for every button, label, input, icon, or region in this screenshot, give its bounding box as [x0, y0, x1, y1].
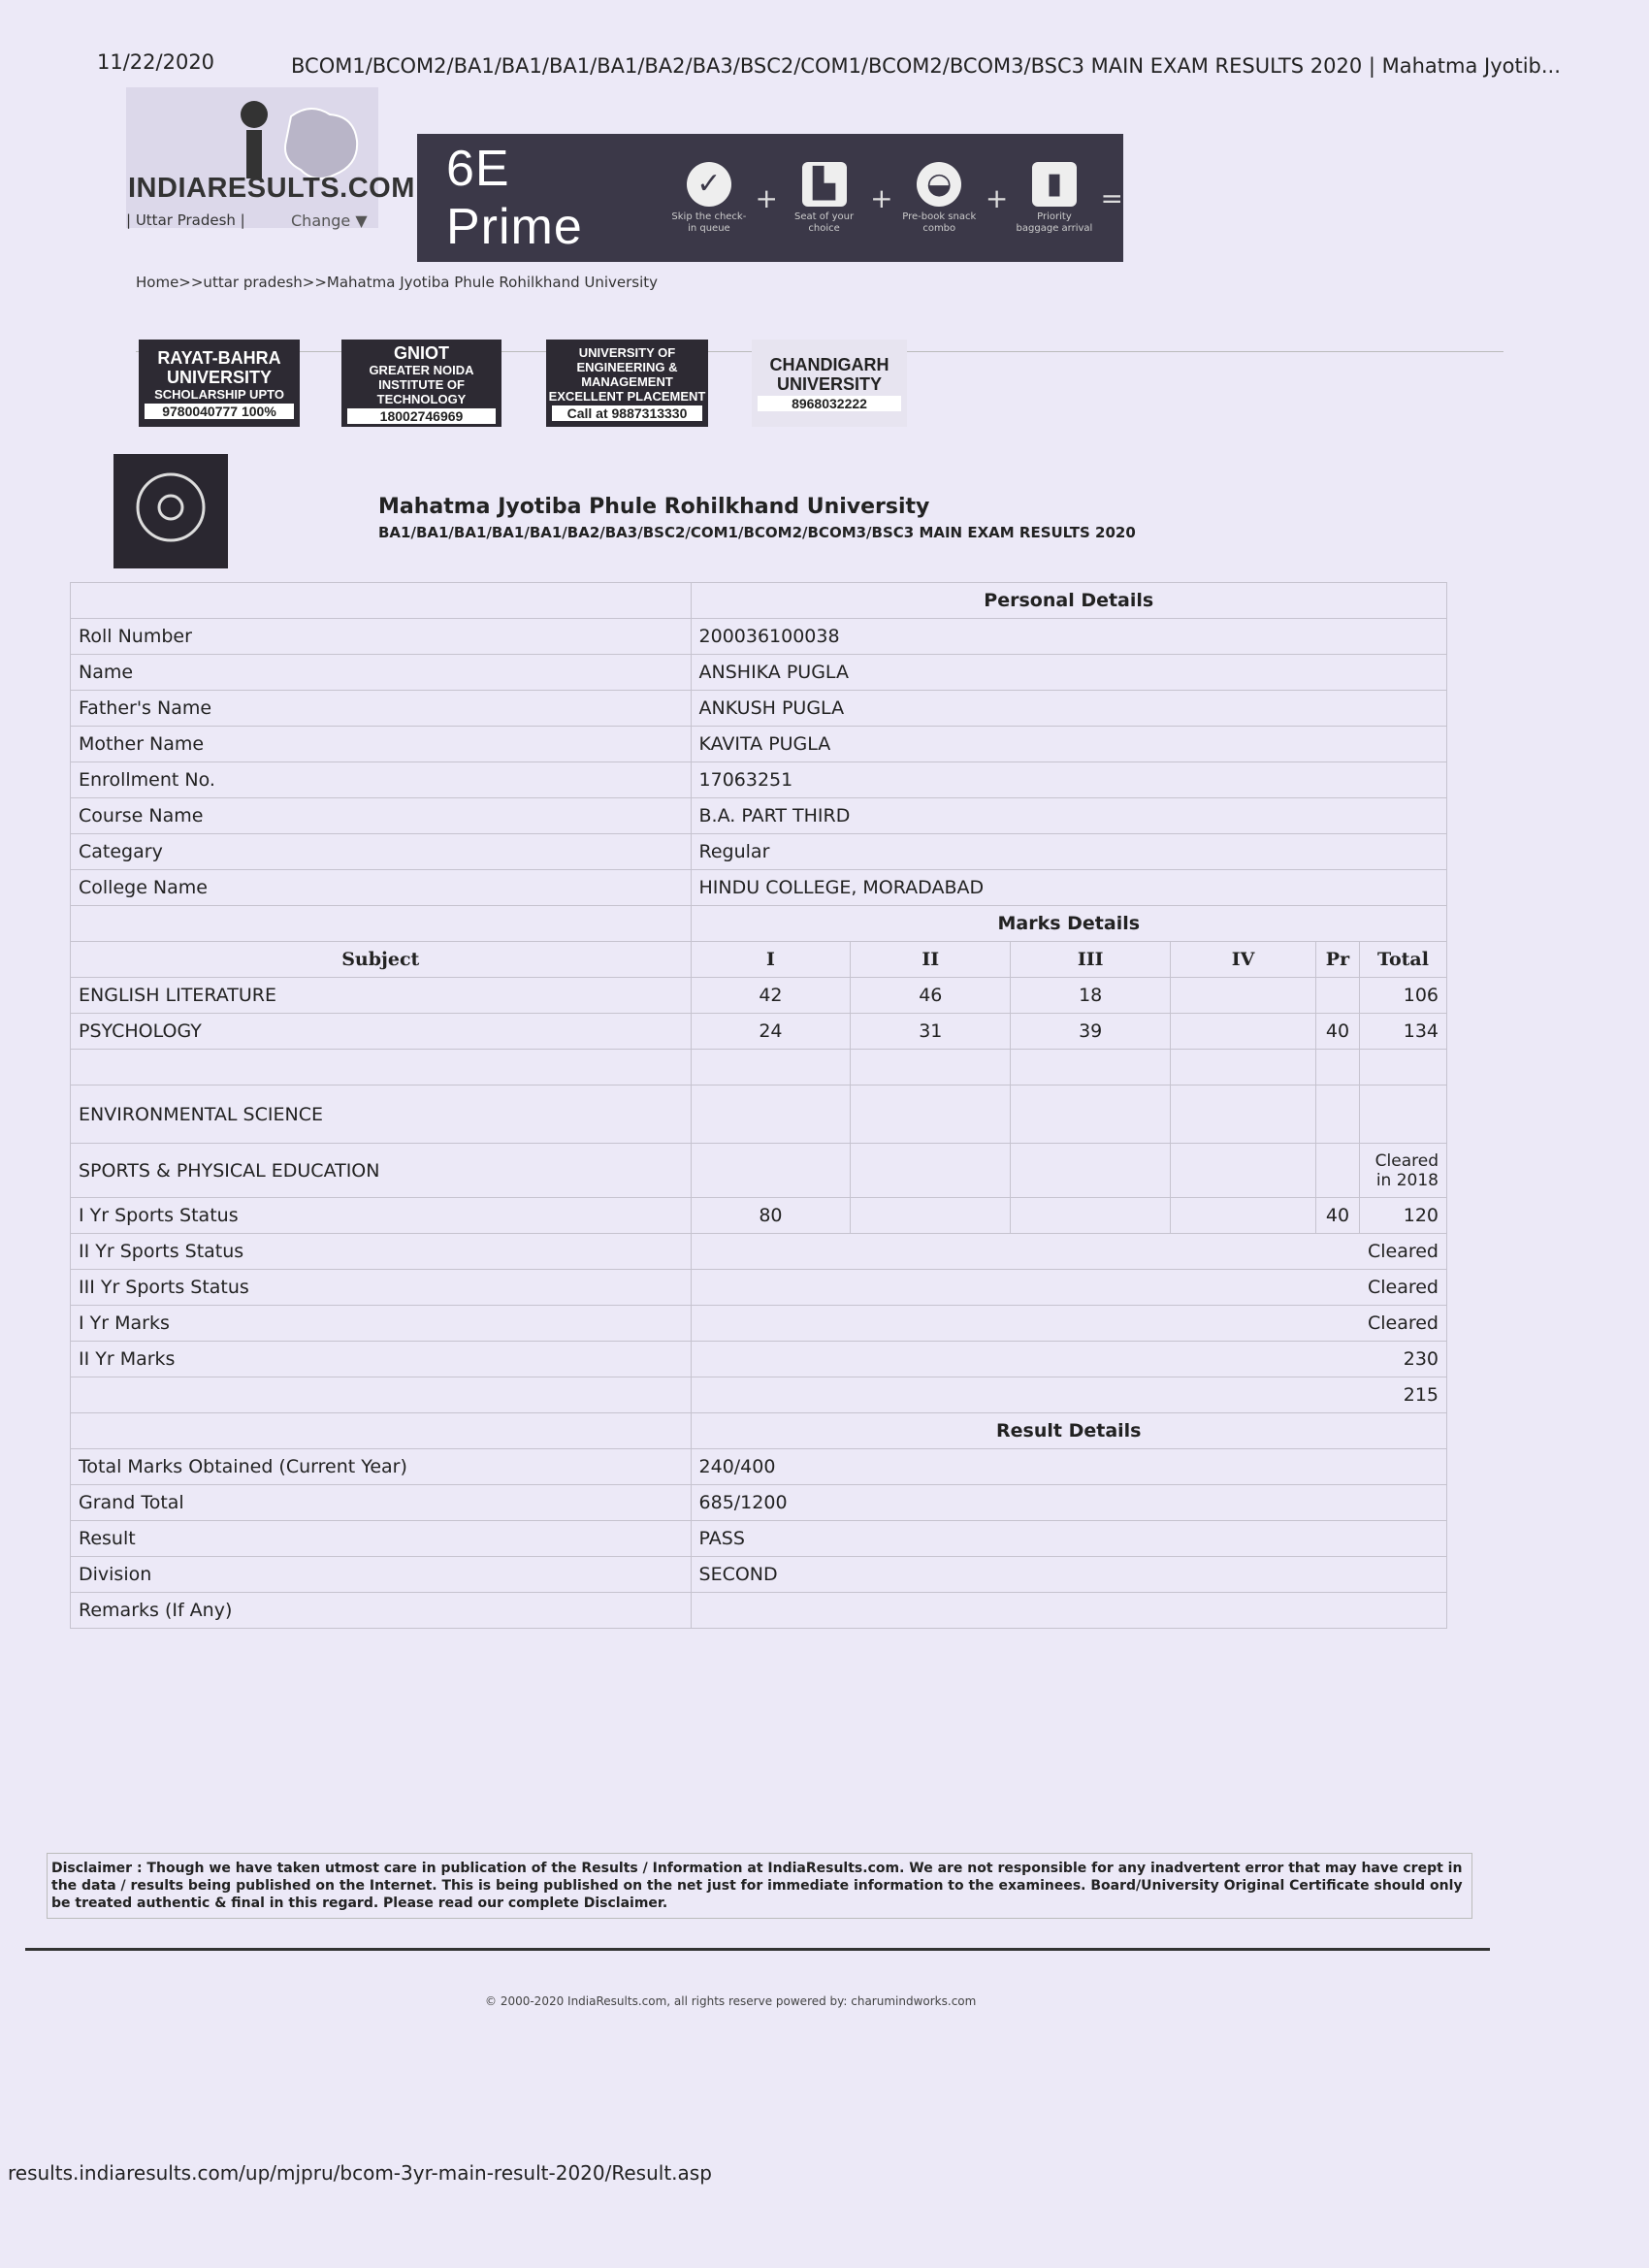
personal-details-heading: Personal Details — [691, 583, 1446, 619]
breadcrumb[interactable]: Home>>uttar pradesh>>Mahatma Jyotiba Phule Rohilkhand University — [136, 274, 659, 291]
snack-icon: ◒ — [917, 162, 961, 207]
table-row — [71, 1593, 1447, 1629]
table-cell: Cleared in 2018 — [1359, 1144, 1446, 1198]
marks-details-heading: Marks Details — [691, 906, 1446, 942]
table-cell: 18 — [1011, 978, 1171, 1014]
feature-label: Pre-book snack combo — [902, 211, 977, 234]
table-cell: Enrollment No. — [71, 762, 692, 798]
table-cell: ANSHIKA PUGLA — [691, 655, 1446, 691]
table-cell — [691, 1085, 851, 1144]
copyright: © 2000-2020 IndiaResults.com, all rights reserve powered by: charumindworks.com — [485, 1994, 977, 2008]
logo-text: INDIARESULTS.COM — [128, 173, 415, 204]
banner-feature — [901, 162, 978, 235]
table-cell: Pr — [1315, 942, 1359, 978]
table-row — [71, 727, 1447, 762]
table-cell — [1315, 1050, 1359, 1085]
exam-name: BA1/BA1/BA1/BA1/BA1/BA2/BA3/BSC2/COM1/BCOM2/BCOM3/BSC3 MAIN EXAM RESULTS 2020 — [378, 524, 1136, 541]
table-cell: Name — [71, 655, 692, 691]
table-cell: 31 — [851, 1014, 1011, 1050]
ad-text: UNIVERSITY — [166, 367, 273, 387]
ad-text: GNIOT — [394, 342, 449, 363]
table-row — [71, 978, 1447, 1014]
table-row — [71, 1014, 1447, 1050]
table-cell: SPORTS & PHYSICAL EDUCATION — [71, 1144, 692, 1198]
table-row — [71, 1342, 1447, 1377]
table-row — [71, 870, 1447, 906]
ad-text: SCHOLARSHIP UPTO — [154, 386, 284, 402]
table-cell: 17063251 — [691, 762, 1446, 798]
table-cell — [1011, 1198, 1171, 1234]
table-cell: 40 — [1315, 1014, 1359, 1050]
table-cell — [71, 583, 692, 619]
table-row — [71, 1144, 1447, 1198]
result-sheet — [70, 582, 1447, 1629]
table-cell — [71, 1050, 692, 1085]
table-cell: Father's Name — [71, 691, 692, 727]
table-cell: Mother Name — [71, 727, 692, 762]
table-cell: 215 — [691, 1377, 1446, 1413]
table-cell: KAVITA PUGLA — [691, 727, 1446, 762]
ad-text: CHANDIGARH — [769, 355, 889, 374]
indigo-prime-banner[interactable]: 6E Prime ✓ Skip the check-in queue + ▙ Seat of your choice + ◒ Pre-book snack combo + ▮ Priority baggage arrival = — [417, 134, 1123, 262]
table-cell — [1359, 1085, 1446, 1144]
table-cell — [71, 906, 692, 942]
ad-text: EXCELLENT PLACEMENT — [548, 389, 706, 404]
baggage-icon: ▮ — [1032, 162, 1077, 207]
table-cell: I — [691, 942, 851, 978]
table-cell: SECOND — [691, 1557, 1446, 1593]
ad-text: RAYAT-BAHRA — [157, 347, 281, 368]
result-details-heading: Result Details — [691, 1413, 1446, 1449]
table-row — [71, 1234, 1447, 1270]
table-cell: 106 — [1359, 978, 1446, 1014]
table-cell: Roll Number — [71, 619, 692, 655]
feature-label: Skip the check-in queue — [671, 211, 747, 234]
table-row — [71, 1485, 1447, 1521]
university-seal-icon — [113, 454, 228, 568]
table-cell: Cleared — [691, 1270, 1446, 1306]
table-cell — [1171, 1198, 1316, 1234]
table-cell: 200036100038 — [691, 619, 1446, 655]
table-cell: ENGLISH LITERATURE — [71, 978, 692, 1014]
table-cell: Cleared — [691, 1234, 1446, 1270]
table-cell: 46 — [851, 978, 1011, 1014]
table-cell — [1315, 1144, 1359, 1198]
table-cell: PASS — [691, 1521, 1446, 1557]
ad-gniot[interactable] — [341, 340, 501, 427]
banner-feature — [1016, 162, 1092, 235]
table-row — [71, 1050, 1447, 1085]
table-cell — [1315, 978, 1359, 1014]
table-row — [71, 1085, 1447, 1144]
table-row — [71, 834, 1447, 870]
table-row — [71, 1306, 1447, 1342]
table-row — [71, 1270, 1447, 1306]
table-cell: 685/1200 — [691, 1485, 1446, 1521]
table-cell — [1171, 1085, 1316, 1144]
table-cell — [1011, 1050, 1171, 1085]
table-cell: 39 — [1011, 1014, 1171, 1050]
change-state-link[interactable]: Change ▼ — [291, 211, 368, 230]
table-cell: HINDU COLLEGE, MORADABAD — [691, 870, 1446, 906]
table-row — [71, 762, 1447, 798]
table-cell: Result — [71, 1521, 692, 1557]
table-cell: Total — [1359, 942, 1446, 978]
table-cell — [691, 1050, 851, 1085]
banner-feature — [786, 162, 862, 235]
table-row — [71, 619, 1447, 655]
ad-chandigarh-university[interactable] — [752, 340, 907, 427]
table-row — [71, 1449, 1447, 1485]
table-cell: Course Name — [71, 798, 692, 834]
feature-label: Seat of your choice — [794, 211, 855, 234]
table-cell — [71, 1413, 692, 1449]
table-cell: 134 — [1359, 1014, 1446, 1050]
table-cell: 42 — [691, 978, 851, 1014]
table-cell — [1171, 1014, 1316, 1050]
table-cell: 240/400 — [691, 1449, 1446, 1485]
state-label: | Uttar Pradesh | — [126, 211, 245, 229]
ad-text: UNIVERSITY OF ENGINEERING & MANAGEMENT — [576, 345, 678, 389]
table-cell: ENVIRONMENTAL SCIENCE — [71, 1085, 692, 1144]
banner-brand: 6E Prime — [446, 141, 583, 255]
table-cell: I Yr Sports Status — [71, 1198, 692, 1234]
table-cell — [691, 1593, 1446, 1629]
table-cell — [1011, 1144, 1171, 1198]
ad-text: 18002746969 — [347, 408, 496, 424]
table-cell — [1171, 1144, 1316, 1198]
check-icon: ✓ — [687, 162, 731, 207]
table-cell: ANKUSH PUGLA — [691, 691, 1446, 727]
ad-uem[interactable] — [546, 340, 708, 427]
table-cell: PSYCHOLOGY — [71, 1014, 692, 1050]
table-cell: B.A. PART THIRD — [691, 798, 1446, 834]
table-cell — [1011, 1085, 1171, 1144]
table-row — [71, 1557, 1447, 1593]
table-cell — [851, 1144, 1011, 1198]
table-cell: College Name — [71, 870, 692, 906]
table-cell: I Yr Marks — [71, 1306, 692, 1342]
table-row — [71, 655, 1447, 691]
footer-divider — [25, 1948, 1490, 1951]
table-cell — [1171, 1050, 1316, 1085]
table-cell: 40 — [1315, 1198, 1359, 1234]
table-cell: Categary — [71, 834, 692, 870]
table-cell: IV — [1171, 942, 1316, 978]
ad-text: 8968032222 — [758, 396, 901, 411]
table-cell — [851, 1085, 1011, 1144]
disclaimer[interactable]: Disclaimer : Though we have taken utmost care in publication of the Results / Information at IndiaResults.com. We are not responsible for any inadvertent error that may have crept in the data / results being published on the Internet. This is being published on the net just for immediate information to the examinees. Board/University Original Certificate should only be treated authentic & final in this regard. Please read our complete Disclaimer. — [47, 1853, 1472, 1919]
table-cell: 80 — [691, 1198, 851, 1234]
table-cell: III Yr Sports Status — [71, 1270, 692, 1306]
table-cell: II Yr Marks — [71, 1342, 692, 1377]
table-cell — [1171, 978, 1316, 1014]
table-row — [71, 691, 1447, 727]
page-url: results.indiaresults.com/up/mjpru/bcom-3yr-main-result-2020/Result.asp — [8, 2161, 712, 2185]
ad-text: Call at 9887313330 — [552, 405, 702, 421]
table-cell: Total Marks Obtained (Current Year) — [71, 1449, 692, 1485]
university-name: Mahatma Jyotiba Phule Rohilkhand University — [378, 495, 930, 519]
table-cell: Cleared — [691, 1306, 1446, 1342]
page-title: BCOM1/BCOM2/BA1/BA1/BA1/BA1/BA2/BA3/BSC2/COM1/BCOM2/BCOM3/BSC3 MAIN EXAM RESULTS 2020 | Mahatma Jyotib... — [291, 54, 1561, 78]
table-row — [71, 1377, 1447, 1413]
table-cell — [1359, 1050, 1446, 1085]
table-cell — [851, 1050, 1011, 1085]
ad-text: UNIVERSITY — [776, 374, 883, 394]
table-cell: Regular — [691, 834, 1446, 870]
seat-icon: ▙ — [802, 162, 847, 207]
ad-text: 9780040777 100% — [145, 404, 294, 419]
table-cell: II Yr Sports Status — [71, 1234, 692, 1270]
marks-header-row — [71, 942, 1447, 978]
ad-text: GREATER NOIDA INSTITUTE OF TECHNOLOGY — [369, 362, 474, 406]
print-date: 11/22/2020 — [97, 50, 215, 74]
table-row — [71, 798, 1447, 834]
table-cell: Division — [71, 1557, 692, 1593]
banner-feature — [670, 162, 747, 235]
table-cell — [1315, 1085, 1359, 1144]
table-cell: 24 — [691, 1014, 851, 1050]
table-cell: 120 — [1359, 1198, 1446, 1234]
table-cell: Remarks (If Any) — [71, 1593, 692, 1629]
table-cell — [851, 1198, 1011, 1234]
feature-label: Priority baggage arrival — [1016, 211, 1093, 234]
table-cell — [71, 1377, 692, 1413]
table-cell: II — [851, 942, 1011, 978]
table-cell: 230 — [691, 1342, 1446, 1377]
table-cell: III — [1011, 942, 1171, 978]
table-cell — [691, 1144, 851, 1198]
table-cell: Subject — [71, 942, 692, 978]
table-row — [71, 1198, 1447, 1234]
table-row — [71, 1521, 1447, 1557]
table-cell: Grand Total — [71, 1485, 692, 1521]
ad-rayat-bahra[interactable] — [139, 340, 300, 427]
